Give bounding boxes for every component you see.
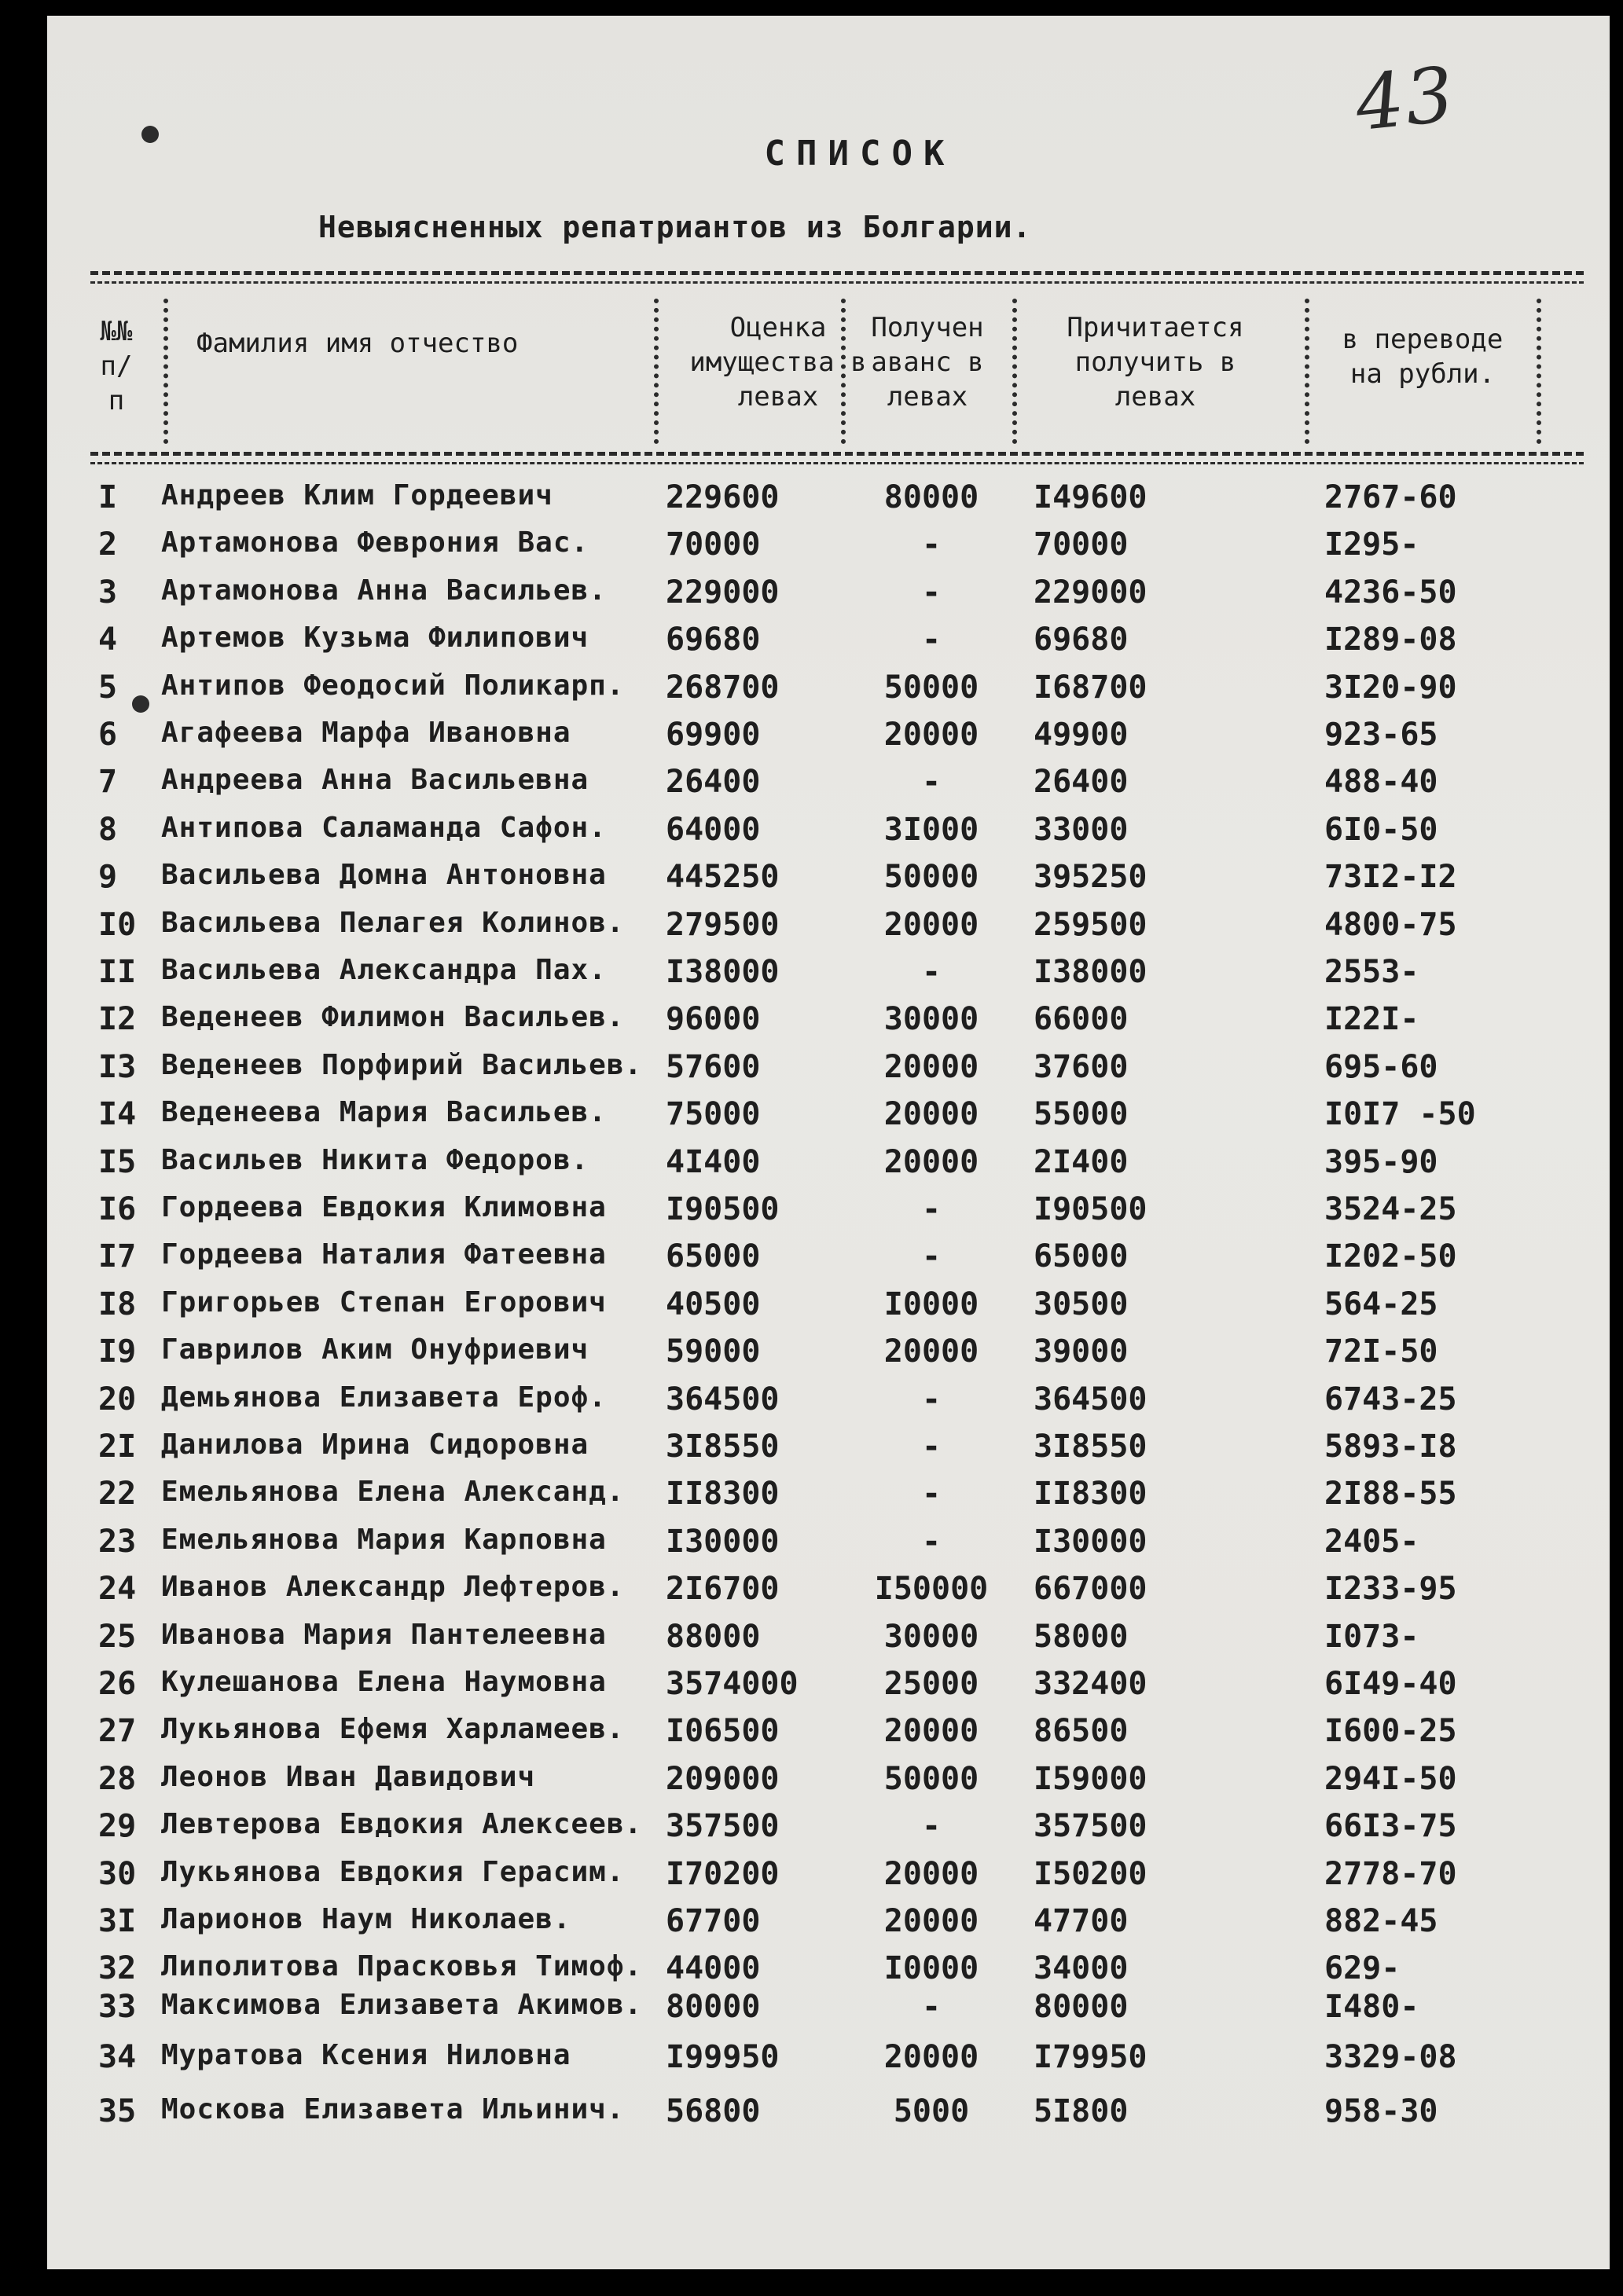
row-amount-due: 47700	[1034, 1903, 1129, 1939]
column-header-name: Фамилия имя отчество	[196, 328, 519, 359]
row-property-estimate: 357500	[666, 1808, 780, 1845]
row-property-estimate: I90500	[666, 1191, 780, 1227]
table-row	[47, 1761, 1610, 1808]
table-row	[47, 526, 1610, 574]
table-row	[47, 1476, 1610, 1523]
row-property-estimate: 65000	[666, 1238, 761, 1275]
row-amount-due: I79950	[1034, 2039, 1147, 2076]
row-full-name: Артамонова Анна Васильев.	[161, 574, 607, 607]
row-advance-received: -	[921, 1381, 942, 1418]
row-property-estimate: 268700	[666, 669, 780, 706]
row-number: 33	[98, 1988, 137, 2025]
row-number: 26	[98, 1666, 137, 1702]
table-row	[47, 1808, 1610, 1855]
row-full-name: Емельянова Елена Александ.	[161, 1476, 625, 1509]
row-property-estimate: 88000	[666, 1618, 761, 1655]
row-amount-rubles: 72I-50	[1324, 1333, 1438, 1370]
column-divider	[1012, 299, 1022, 444]
row-amount-due: 259500	[1034, 906, 1147, 943]
row-property-estimate: 4I400	[666, 1143, 761, 1180]
row-number: 22	[98, 1476, 137, 1513]
table-row	[47, 1429, 1610, 1476]
row-amount-rubles: I0I7 -50	[1324, 1096, 1476, 1133]
row-number: 8	[98, 811, 118, 848]
row-full-name: Кулешанова Елена Наумовна	[161, 1666, 607, 1698]
table-row	[47, 1666, 1610, 1713]
row-number: I	[98, 479, 118, 515]
row-amount-due: 65000	[1034, 1238, 1129, 1275]
row-advance-received: 50000	[883, 859, 979, 896]
row-property-estimate: 229000	[666, 574, 780, 611]
row-amount-rubles: 66I3-75	[1324, 1808, 1457, 1845]
row-number: 27	[98, 1713, 137, 1750]
table-row	[47, 1524, 1610, 1571]
row-full-name: Артемов Кузьма Филипович	[161, 622, 589, 655]
row-advance-received: 80000	[883, 479, 979, 515]
row-amount-due: 49900	[1034, 717, 1129, 753]
row-amount-due: 30500	[1034, 1286, 1129, 1322]
row-amount-due: 229000	[1034, 574, 1147, 611]
archive-page-number: 43	[1351, 50, 1460, 149]
row-advance-received: 30000	[883, 1618, 979, 1655]
row-amount-rubles: 3329-08	[1324, 2039, 1457, 2076]
table-row	[47, 1713, 1610, 1760]
row-property-estimate: 229600	[666, 479, 780, 515]
row-number: 30	[98, 1855, 137, 1892]
column-divider	[1305, 299, 1314, 444]
row-property-estimate: 364500	[666, 1381, 780, 1418]
row-full-name: Веденеев Порфирий Васильев.	[161, 1048, 643, 1081]
row-number: I9	[98, 1333, 137, 1370]
row-number: 9	[98, 859, 118, 896]
table-row	[47, 574, 1610, 622]
row-number: I5	[98, 1143, 137, 1180]
row-amount-due: 357500	[1034, 1808, 1147, 1845]
row-property-estimate: 64000	[666, 811, 761, 848]
header-rule-top	[90, 271, 1584, 275]
table-row	[47, 2093, 1610, 2140]
row-property-estimate: 69680	[666, 622, 761, 658]
row-amount-due: 80000	[1034, 1988, 1129, 2025]
row-advance-received: 20000	[883, 1855, 979, 1892]
row-property-estimate: 209000	[666, 1760, 780, 1797]
column-header-num: №№ п/п	[100, 316, 133, 416]
row-amount-rubles: I22I-	[1324, 1001, 1419, 1038]
header-rule-top	[90, 281, 1584, 284]
table-row	[47, 1001, 1610, 1048]
row-advance-received: -	[921, 574, 942, 611]
table-row	[47, 1333, 1610, 1381]
row-property-estimate: I38000	[666, 954, 780, 990]
row-advance-received: -	[921, 1191, 942, 1227]
row-full-name: Максимова Елизавета Акимов.	[161, 1988, 643, 2021]
row-advance-received: 20000	[883, 2039, 979, 2076]
row-amount-rubles: 564-25	[1324, 1286, 1438, 1322]
row-amount-due: 69680	[1034, 622, 1129, 658]
column-divider	[163, 299, 173, 444]
row-amount-rubles: 5893-I8	[1324, 1429, 1457, 1465]
table-row	[47, 1238, 1610, 1286]
row-full-name: Артамонова Феврония Вас.	[161, 526, 589, 559]
row-advance-received: 20000	[883, 1903, 979, 1939]
row-amount-rubles: 629-	[1324, 1950, 1401, 1987]
row-full-name: Андреев Клим Гордеевич	[161, 479, 553, 512]
row-full-name: Лукьянова Ефемя Харламеев.	[161, 1713, 625, 1746]
row-amount-due: 86500	[1034, 1713, 1129, 1750]
row-full-name: Липолитова Прасковья Тимоф.	[161, 1950, 643, 1983]
table-row	[47, 2039, 1610, 2086]
row-full-name: Веденеев Филимон Васильев.	[161, 1001, 625, 1034]
row-number: 34	[98, 2039, 137, 2076]
document-title: СПИСОК	[764, 134, 956, 174]
row-advance-received: -	[921, 1238, 942, 1275]
row-advance-received: -	[921, 1808, 942, 1845]
row-advance-received: 5000	[893, 2092, 970, 2129]
row-advance-received: 20000	[883, 1713, 979, 1750]
row-amount-due: II8300	[1034, 1476, 1147, 1513]
row-amount-rubles: 2553-	[1324, 954, 1419, 990]
row-advance-received: -	[921, 764, 942, 801]
row-property-estimate: 80000	[666, 1988, 761, 2025]
row-amount-due: 34000	[1034, 1950, 1129, 1987]
column-divider	[841, 299, 850, 444]
table-row	[47, 859, 1610, 906]
row-number: 35	[98, 2092, 137, 2129]
column-header-due: Причитается получить в левах	[1067, 312, 1244, 413]
row-number: 3I	[98, 1903, 137, 1939]
row-full-name: Веденеева Мария Васильев.	[161, 1096, 607, 1129]
row-full-name: Леонов Иван Давидович	[161, 1760, 536, 1793]
row-amount-rubles: I202-50	[1324, 1238, 1457, 1275]
row-amount-rubles: I073-	[1324, 1618, 1419, 1655]
row-amount-rubles: 2778-70	[1324, 1855, 1457, 1892]
row-advance-received: 3I000	[883, 811, 979, 848]
row-amount-rubles: I289-08	[1324, 622, 1457, 658]
row-full-name: Данилова Ирина Сидоровна	[161, 1429, 589, 1461]
column-divider	[654, 299, 663, 444]
row-amount-rubles: 294I-50	[1324, 1760, 1457, 1797]
row-number: 23	[98, 1523, 137, 1560]
row-full-name: Гордеева Евдокия Климовна	[161, 1191, 607, 1223]
row-amount-due: 395250	[1034, 859, 1147, 896]
row-amount-rubles: 4236-50	[1324, 574, 1457, 611]
row-full-name: Лукьянова Евдокия Герасим.	[161, 1855, 625, 1888]
row-amount-rubles: I295-	[1324, 526, 1419, 563]
row-amount-due: 364500	[1034, 1381, 1147, 1418]
row-property-estimate: II8300	[666, 1476, 780, 1513]
row-number: 5	[98, 669, 118, 706]
header-rule-bottom	[90, 462, 1584, 464]
row-advance-received: 20000	[883, 717, 979, 753]
row-amount-rubles: 73I2-I2	[1324, 859, 1457, 896]
row-advance-received: 20000	[883, 1048, 979, 1085]
row-amount-due: 70000	[1034, 526, 1129, 563]
row-amount-rubles: 6I49-40	[1324, 1666, 1457, 1702]
row-advance-received: 20000	[883, 906, 979, 943]
row-number: 29	[98, 1808, 137, 1845]
row-property-estimate: 26400	[666, 764, 761, 801]
table-row	[47, 1049, 1610, 1096]
row-amount-rubles: 695-60	[1324, 1048, 1438, 1085]
row-number: I8	[98, 1286, 137, 1322]
row-amount-rubles: I233-95	[1324, 1571, 1457, 1608]
row-amount-due: 5I800	[1034, 2092, 1129, 2129]
row-amount-rubles: 2767-60	[1324, 479, 1457, 515]
row-full-name: Антипов Феодосий Поликарп.	[161, 669, 625, 702]
row-full-name: Васильева Домна Антоновна	[161, 859, 607, 892]
row-property-estimate: 96000	[666, 1001, 761, 1038]
row-number: 32	[98, 1950, 137, 1987]
row-property-estimate: 56800	[666, 2092, 761, 2129]
row-full-name: Григорьев Степан Егорович	[161, 1286, 607, 1319]
row-number: 24	[98, 1571, 137, 1608]
row-advance-received: -	[921, 526, 942, 563]
row-amount-due: I90500	[1034, 1191, 1147, 1227]
row-amount-due: 332400	[1034, 1666, 1147, 1702]
table-row	[47, 907, 1610, 954]
table-row	[47, 1571, 1610, 1618]
row-amount-due: I68700	[1034, 669, 1147, 706]
column-header-estimate: Оценка имущества в левах	[689, 312, 867, 413]
table-row	[47, 1096, 1610, 1143]
row-property-estimate: I06500	[666, 1713, 780, 1750]
header-rule-bottom	[90, 452, 1584, 456]
row-advance-received: 20000	[883, 1333, 979, 1370]
row-advance-received: 50000	[883, 669, 979, 706]
row-amount-due: 26400	[1034, 764, 1129, 801]
row-number: 3	[98, 574, 118, 611]
row-amount-due: 33000	[1034, 811, 1129, 848]
row-advance-received: I0000	[883, 1286, 979, 1322]
row-full-name: Гордеева Наталия Фатеевна	[161, 1238, 607, 1271]
row-property-estimate: I30000	[666, 1523, 780, 1560]
row-advance-received: 30000	[883, 1001, 979, 1038]
row-amount-rubles: I600-25	[1324, 1713, 1457, 1750]
row-amount-due: 58000	[1034, 1618, 1129, 1655]
row-property-estimate: 445250	[666, 859, 780, 896]
row-number: 6	[98, 717, 118, 753]
row-property-estimate: 40500	[666, 1286, 761, 1322]
row-number: I3	[98, 1048, 137, 1085]
row-number: 2I	[98, 1429, 137, 1465]
row-amount-due: I50200	[1034, 1855, 1147, 1892]
table-row	[47, 669, 1610, 717]
row-amount-rubles: 6I0-50	[1324, 811, 1438, 848]
row-amount-due: I59000	[1034, 1760, 1147, 1797]
row-amount-due: I49600	[1034, 479, 1147, 515]
row-full-name: Гаврилов Аким Онуфриевич	[161, 1333, 589, 1366]
row-amount-rubles: I480-	[1324, 1988, 1419, 2025]
row-advance-received: I0000	[883, 1950, 979, 1987]
table-row	[47, 622, 1610, 669]
row-advance-received: 20000	[883, 1143, 979, 1180]
row-amount-due: 39000	[1034, 1333, 1129, 1370]
row-advance-received: 50000	[883, 1760, 979, 1797]
row-property-estimate: 3I8550	[666, 1429, 780, 1465]
row-number: I2	[98, 1001, 137, 1038]
row-advance-received: -	[921, 1476, 942, 1513]
row-number: 2	[98, 526, 118, 563]
row-full-name: Иванов Александр Лефтеров.	[161, 1571, 625, 1604]
row-number: 25	[98, 1618, 137, 1655]
row-amount-rubles: 2I88-55	[1324, 1476, 1457, 1513]
row-property-estimate: 3574000	[666, 1666, 799, 1702]
row-amount-due: I38000	[1034, 954, 1147, 990]
row-advance-received: -	[921, 622, 942, 658]
row-amount-rubles: 395-90	[1324, 1143, 1438, 1180]
row-advance-received: -	[921, 954, 942, 990]
table-row	[47, 1144, 1610, 1191]
row-property-estimate: 75000	[666, 1096, 761, 1133]
row-advance-received: 20000	[883, 1096, 979, 1133]
table-row	[47, 1286, 1610, 1333]
row-property-estimate: 67700	[666, 1903, 761, 1939]
row-amount-due: 66000	[1034, 1001, 1129, 1038]
row-full-name: Агафеева Марфа Ивановна	[161, 717, 571, 749]
row-property-estimate: 59000	[666, 1333, 761, 1370]
row-full-name: Левтерова Евдокия Алексеев.	[161, 1808, 643, 1841]
document-subtitle: Невыясненных репатриантов из Болгарии.	[318, 210, 1032, 244]
row-advance-received: -	[921, 1523, 942, 1560]
row-amount-rubles: 4800-75	[1324, 906, 1457, 943]
row-amount-rubles: 6743-25	[1324, 1381, 1457, 1418]
row-number: I4	[98, 1096, 137, 1133]
row-advance-received: -	[921, 1988, 942, 2025]
row-number: I6	[98, 1191, 137, 1227]
row-property-estimate: 44000	[666, 1950, 761, 1987]
table-row	[47, 1989, 1610, 2036]
row-amount-rubles: 488-40	[1324, 764, 1438, 801]
row-amount-rubles: 882-45	[1324, 1903, 1438, 1939]
table-row	[47, 1619, 1610, 1666]
row-number: I0	[98, 906, 137, 943]
row-full-name: Антипова Саламанда Сафон.	[161, 811, 607, 844]
row-advance-received: -	[921, 1429, 942, 1465]
row-full-name: Андреева Анна Васильевна	[161, 764, 589, 797]
table-row	[47, 717, 1610, 764]
column-header-advance: Получен аванс в левах	[871, 312, 984, 413]
row-number: 28	[98, 1760, 137, 1797]
row-property-estimate: 70000	[666, 526, 761, 563]
row-number: 4	[98, 622, 118, 658]
row-full-name: Васильев Никита Федоров.	[161, 1143, 589, 1176]
table-row	[47, 1381, 1610, 1429]
row-amount-due: 3I8550	[1034, 1429, 1147, 1465]
row-full-name: Ларионов Наум Николаев.	[161, 1903, 571, 1935]
row-amount-rubles: 923-65	[1324, 717, 1438, 753]
row-full-name: Муратова Ксения Ниловна	[161, 2039, 571, 2072]
row-full-name: Васильева Александра Пах.	[161, 954, 607, 986]
row-property-estimate: I99950	[666, 2039, 780, 2076]
row-amount-due: I30000	[1034, 1523, 1147, 1560]
row-property-estimate: 69900	[666, 717, 761, 753]
row-number: II	[98, 954, 137, 990]
column-divider	[1537, 299, 1546, 444]
row-full-name: Васильева Пелагея Колинов.	[161, 906, 625, 939]
row-amount-due: 667000	[1034, 1571, 1147, 1608]
row-full-name: Иванова Мария Пантелеевна	[161, 1618, 607, 1651]
row-number: 7	[98, 764, 118, 801]
row-amount-rubles: 958-30	[1324, 2092, 1438, 2129]
table-row	[47, 812, 1610, 859]
table-row	[47, 764, 1610, 811]
table-row	[47, 1903, 1610, 1950]
row-amount-due: 37600	[1034, 1048, 1129, 1085]
row-number: I7	[98, 1238, 137, 1275]
table-row	[47, 479, 1610, 526]
row-amount-rubles: 3524-25	[1324, 1191, 1457, 1227]
table-row	[47, 1191, 1610, 1238]
document-page	[47, 16, 1610, 2269]
table-row	[47, 954, 1610, 1001]
row-amount-rubles: 2405-	[1324, 1523, 1419, 1560]
row-amount-rubles: 3I20-90	[1324, 669, 1457, 706]
row-advance-received: 25000	[883, 1666, 979, 1702]
row-property-estimate: 2I6700	[666, 1571, 780, 1608]
table-row	[47, 1856, 1610, 1903]
row-amount-due: 55000	[1034, 1096, 1129, 1133]
row-full-name: Емельянова Мария Карповна	[161, 1523, 607, 1556]
row-full-name: Демьянова Елизавета Ероф.	[161, 1381, 607, 1414]
row-advance-received: I50000	[874, 1571, 989, 1608]
row-number: 20	[98, 1381, 137, 1418]
row-property-estimate: 279500	[666, 906, 780, 943]
row-amount-due: 2I400	[1034, 1143, 1129, 1180]
row-property-estimate: 57600	[666, 1048, 761, 1085]
row-full-name: Москова Елизавета Ильинич.	[161, 2092, 625, 2125]
row-property-estimate: I70200	[666, 1855, 780, 1892]
column-header-rubles: в переводе на рубли.	[1342, 324, 1504, 390]
